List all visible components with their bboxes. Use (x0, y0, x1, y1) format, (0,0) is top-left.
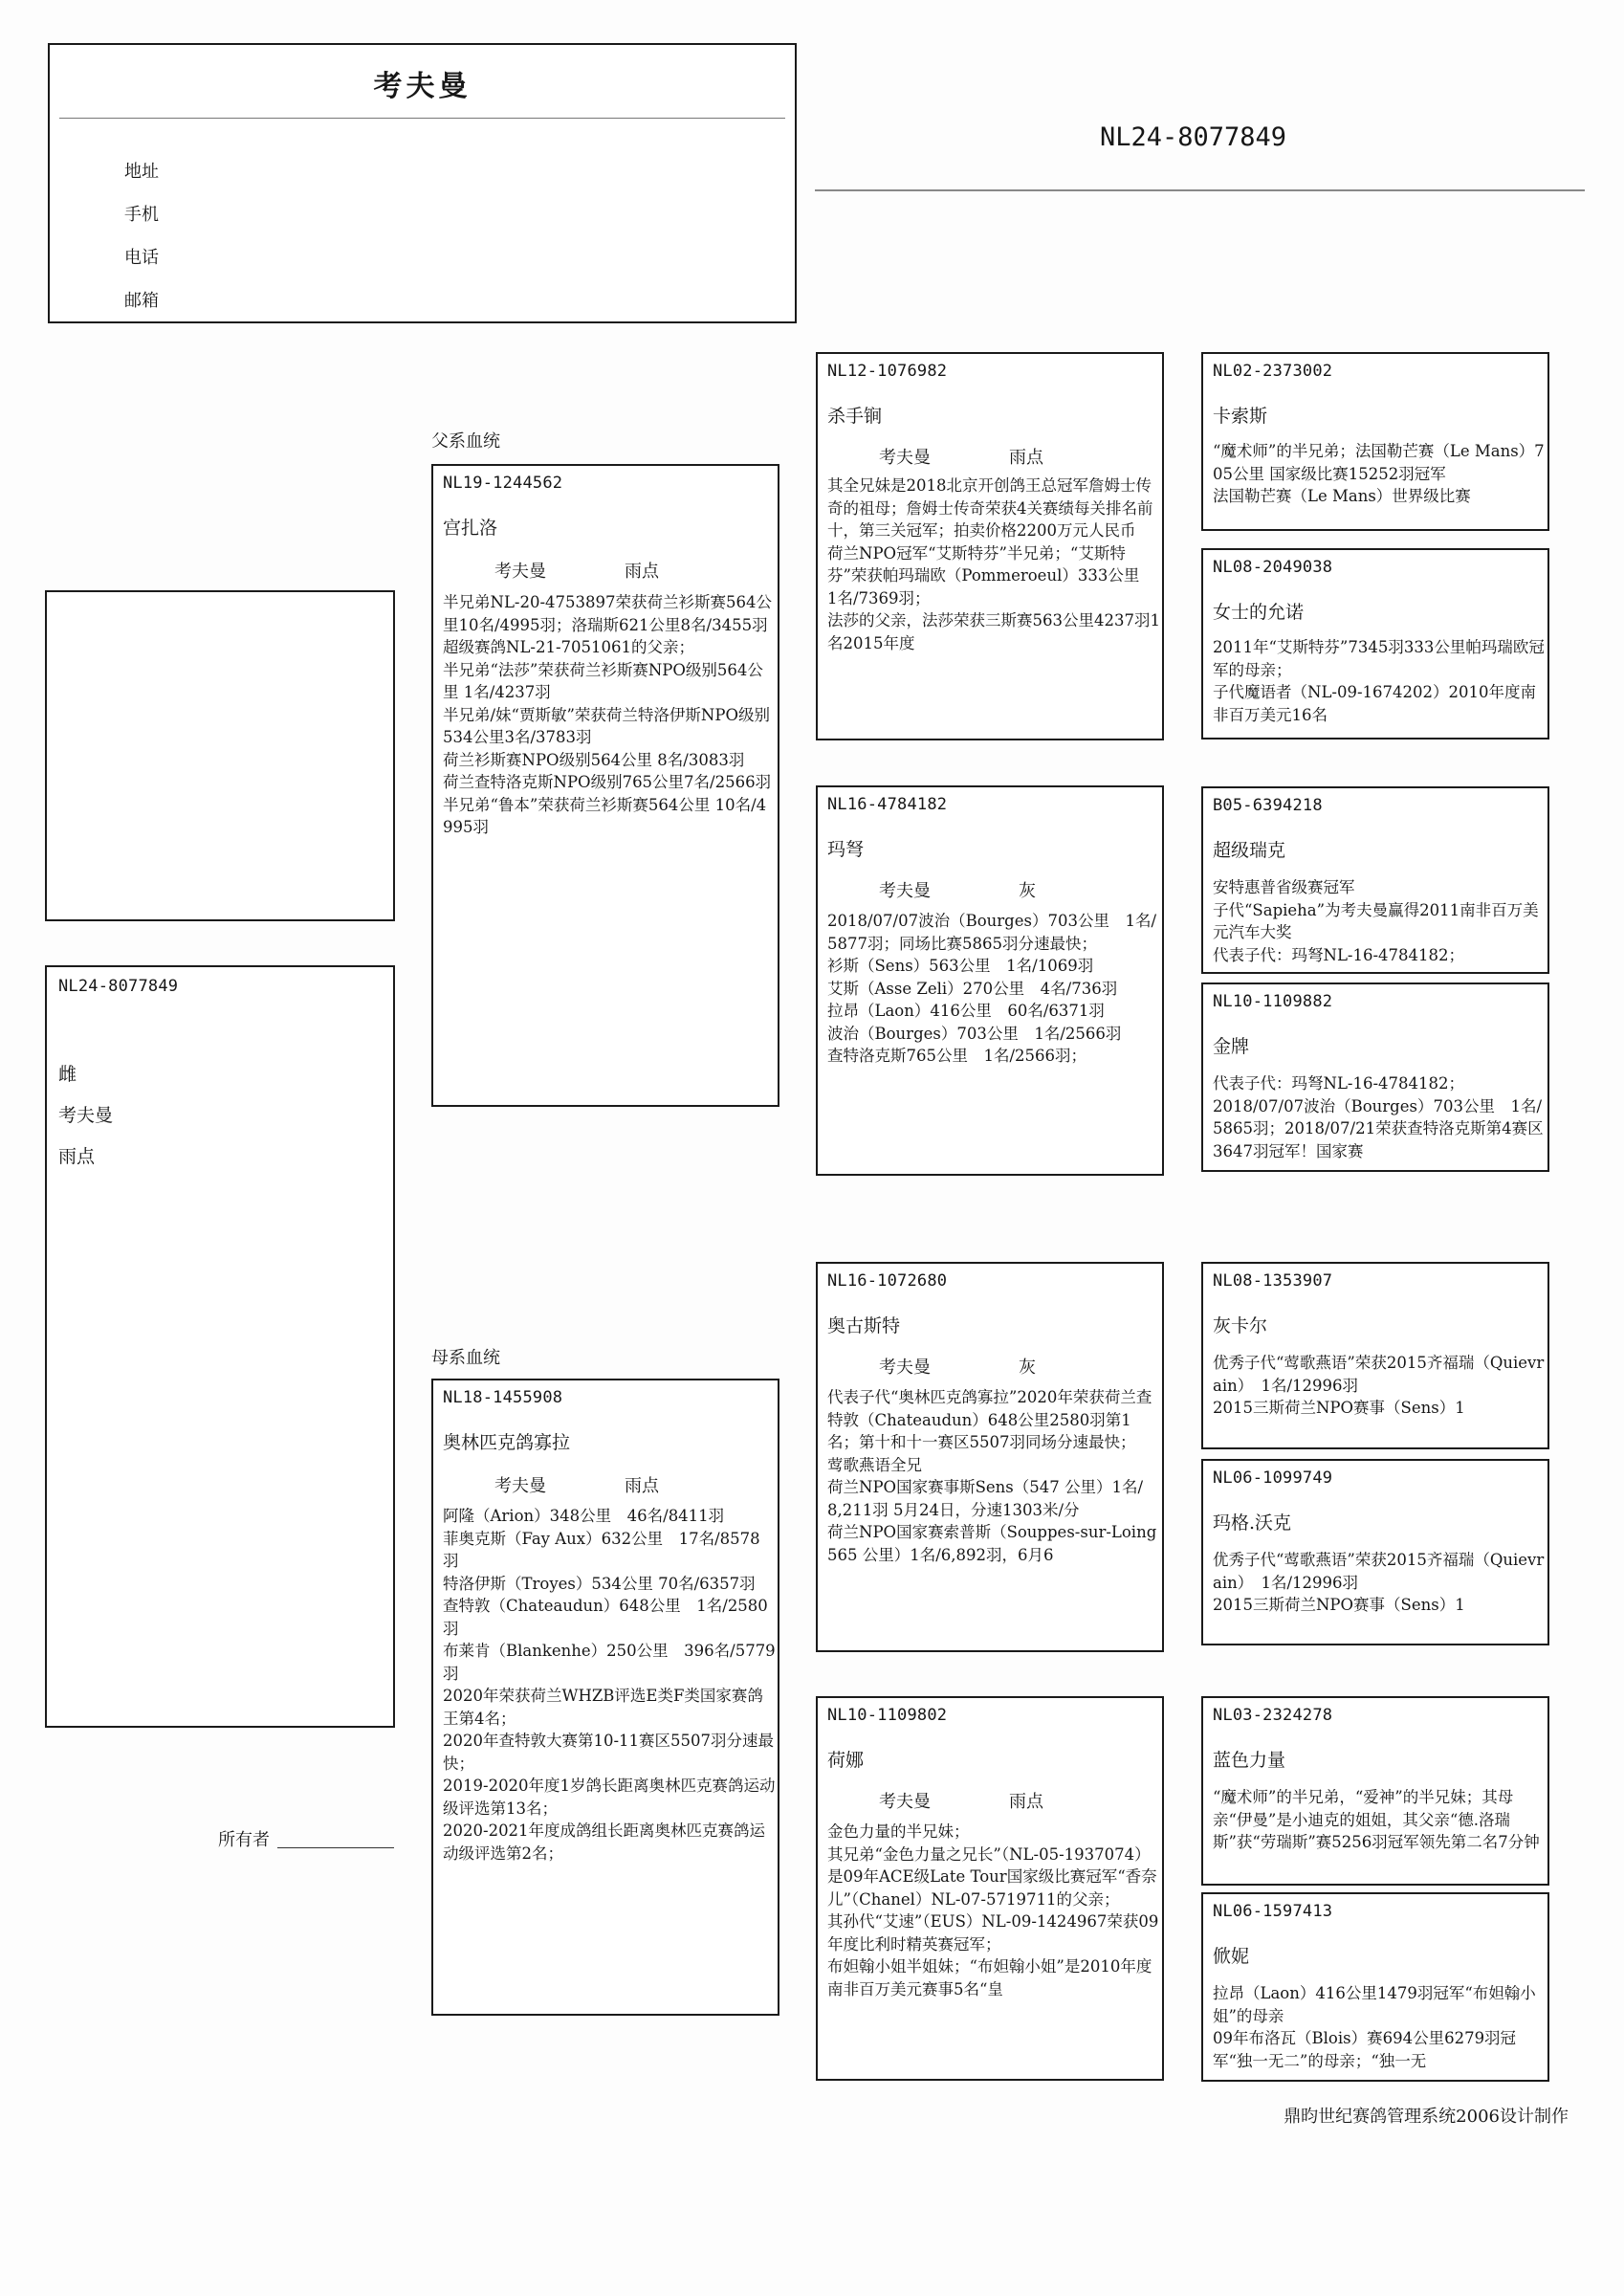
dam-sire-name: 奥古斯特 (827, 1315, 901, 1336)
sdd-box (1201, 982, 1549, 1172)
sire-sire-name: 杀手锏 (827, 406, 883, 427)
dam-sire-ring: NL16-1072680 (827, 1271, 948, 1291)
sire-sire-breeder: 考夫曼 (879, 448, 931, 468)
sire-dam-box (816, 785, 1164, 1176)
subject-sex: 雌 (58, 1064, 77, 1085)
dam-name: 奥林匹克鸽寡拉 (443, 1432, 571, 1453)
sire-breeder: 考夫曼 (494, 562, 546, 582)
dam-sire-notes: 代表子代“奥林匹克鸽寡拉”2020年荣获荷兰查特敦（Chateaudun）648公里2580羽第1名；第十和十一赛区5507羽同场分速最快； 莺歌燕语全兄 荷兰NPO国家赛事斯Sens（547 公里）1名/ 8,211羽 5月24日，分速1303米/分 荷兰NPO国家赛索普斯（Souppes-sur-Loing 565 公里）1名/6,892羽，6月6 (827, 1388, 1157, 1564)
sire-ring: NL19-1244562 (443, 474, 563, 493)
dam-dam-notes: 金色力量的半兄妹； 其兄弟“金色力量之兄长”（NL-05-1937074）是09年ACE级Late Tour国家级比赛冠军“香奈儿”（Chanel）NL-07-5719711的父亲； 其孙代“艾速”（EUS）NL-09-1424967荣获09年度比利时精英赛冠军； 布妲翰小姐半姐妹；“布妲翰小姐”是2010年度南非百万美元赛事5名“皇 (827, 1822, 1159, 1998)
phone-label: 电话 (124, 248, 159, 268)
footer-credit: 鼎昀世纪赛鸽管理系统2006设计制作 (1284, 2107, 1569, 2127)
sire-box (431, 464, 779, 1107)
header-box (48, 43, 797, 323)
ssd-box (1201, 548, 1549, 740)
subject-color: 雨点 (58, 1146, 96, 1167)
sire-sire-notes: 其全兄妹是2018北京开创鸽王总冠军詹姆士传奇的祖母；詹姆士传奇荣获4关赛绩每关排名前十，第三关冠军；拍卖价格2200万元人民币 荷兰NPO冠军“艾斯特芬”半兄弟；“艾斯特芬”荣获帕玛瑞欧（Pommeroeul）333公里 1名/7369羽； 法莎的父亲，法莎荣获三斯赛563公里4237羽1名2015年度 (827, 476, 1160, 652)
sire-notes: 半兄弟NL-20-4753897荣获荷兰衫斯赛564公里10名/4995羽；洛瑞斯621公里8名/3455羽 超级赛鸽NL-21-7051061的父亲； 半兄弟“法莎”荣获荷兰衫斯赛NPO级别564公里 1名/4237羽 半兄弟/妹“贾斯敏”荣获荷兰特洛伊斯NPO级别534公里3名/3783羽 荷兰衫斯赛NPO级别564公里 8名/3083羽 荷兰查特洛克斯NPO级别765公里7名/2566羽 半兄弟“鲁本”荣获荷兰衫斯赛564公里 10名/4995羽 (443, 593, 773, 836)
subject-breeder: 考夫曼 (58, 1105, 114, 1126)
sss-ring: NL02-2373002 (1213, 362, 1333, 381)
owner-signature-line (277, 1824, 394, 1848)
sire-color: 雨点 (625, 562, 659, 582)
dsd-ring: NL06-1099749 (1213, 1468, 1333, 1488)
ssd-notes: 2011年“艾斯特芬”7345羽333公里帕玛瑞欧冠军的母亲； 子代魔语者（NL-09-1674202）2010年度南非百万美元16名 (1213, 638, 1545, 724)
page-title: 考夫曼 (373, 70, 472, 103)
dsd-box (1201, 1459, 1549, 1645)
dsd-notes: 优秀子代“莺歌燕语”荣获2015齐福瑞（Quievrain） 1名/12996羽 2015三斯荷兰NPO赛事（Sens）1 (1213, 1551, 1545, 1614)
sire-sire-box (816, 352, 1164, 740)
sire-sire-color: 雨点 (1009, 448, 1043, 468)
dam-notes: 阿隆（Arion）348公里 46名/8411羽 菲奥克斯（Fay Aux）632公里 17名/8578羽 特洛伊斯（Troyes）534公里 70名/6357羽 查特敦（Chateaudun）648公里 1名/2580羽 布莱肯（Blankenhe）250公里 396名/5779羽 2020年荣获荷兰WHZB评选E类F类国家赛鸽王第4名； 2020年查特敦大赛第10-11赛区5507羽分速最快； 2019-2020年度1岁鸽长距离奥林匹克赛鸽运动级评选第13名； 2020-2021年度成鸽组长距离奥林匹克赛鸽运动级评选第2名； (443, 1507, 776, 1863)
photo-placeholder (45, 590, 395, 921)
dam-section-label: 母系血统 (431, 1348, 500, 1368)
sds-name: 超级瑞克 (1213, 840, 1286, 861)
dsd-name: 玛格.沃克 (1213, 1512, 1292, 1534)
sdd-ring: NL10-1109882 (1213, 992, 1333, 1011)
subject-ring: NL24-8077849 (58, 977, 179, 996)
sdd-name: 金牌 (1213, 1036, 1250, 1057)
sire-dam-color: 灰 (1019, 881, 1036, 901)
dss-box (1201, 1262, 1549, 1449)
owner-label: 所有者 (218, 1830, 270, 1850)
dss-notes: 优秀子代“莺歌燕语”荣获2015齐福瑞（Quievrain） 1名/12996羽 2015三斯荷兰NPO赛事（Sens）1 (1213, 1354, 1545, 1417)
sss-name: 卡索斯 (1213, 406, 1268, 427)
dam-breeder: 考夫曼 (494, 1476, 546, 1496)
dam-ring: NL18-1455908 (443, 1388, 563, 1407)
sds-ring: B05-6394218 (1213, 796, 1323, 815)
sire-dam-ring: NL16-4784182 (827, 795, 948, 814)
ddd-notes: 拉昂（Laon）416公里1479羽冠军“布妲翰小姐”的母亲 09年布洛瓦（Blois）赛694公里6279羽冠军“独一无二”的母亲；“独一无 (1213, 1984, 1536, 2070)
header-ring-rule (815, 189, 1585, 191)
dam-color: 雨点 (625, 1476, 659, 1496)
sss-box (1201, 352, 1549, 531)
ddd-box (1201, 1892, 1549, 2082)
dam-sire-breeder: 考夫曼 (879, 1358, 931, 1378)
sds-notes: 安特惠普省级赛冠军 子代“Sapieha”为考夫曼赢得2011南非百万美元汽车大奖 代表子代：玛弩NL-16-4784182； (1213, 878, 1539, 964)
dss-ring: NL08-1353907 (1213, 1271, 1333, 1291)
header-ring-number: NL24-8077849 (1100, 122, 1287, 152)
dam-box (431, 1379, 779, 2016)
sire-dam-notes: 2018/07/07波治（Bourges）703公里 1名/5877羽；同场比赛5865羽分速最快； 衫斯（Sens）563公里 1名/1069羽 艾斯（Asse Zeli）270公里 4名/736羽 拉昂（Laon）416公里 60名/6371羽 波治（Bourges）703公里 1名/2566羽 查特洛克斯765公里 1名/2566羽； (827, 912, 1157, 1065)
dds-box (1201, 1696, 1549, 1886)
dds-notes: “魔术师”的半兄弟，“爱神”的半兄妹；其母亲“伊曼”是小迪克的姐姐，其父亲“德.洛瑞斯”获“劳瑞斯”赛5256羽冠军领先第二名7分钟 (1213, 1788, 1540, 1851)
mobile-label: 手机 (124, 205, 159, 225)
sire-dam-breeder: 考夫曼 (879, 881, 931, 901)
sdd-notes: 代表子代：玛弩NL-16-4784182； 2018/07/07波治（Bourges）703公里 1名/5865羽；2018/07/21荣获查特洛克斯第4赛区3647羽冠军！国家赛 (1213, 1074, 1544, 1160)
dam-dam-breeder: 考夫曼 (879, 1792, 931, 1812)
email-label: 邮箱 (124, 291, 159, 311)
sire-dam-name: 玛弩 (827, 839, 865, 860)
dss-name: 灰卡尔 (1213, 1315, 1268, 1336)
dds-name: 蓝色力量 (1213, 1750, 1286, 1771)
ddd-ring: NL06-1597413 (1213, 1902, 1333, 1921)
subject-box (45, 965, 395, 1728)
dam-dam-name: 荷娜 (827, 1750, 865, 1771)
sss-notes: “魔术师”的半兄弟；法国勒芒赛（Le Mans）705公里 国家级比赛15252羽冠军 法国勒芒赛（Le Mans）世界级比赛 (1213, 442, 1545, 505)
sds-box (1201, 786, 1549, 974)
address-label: 地址 (124, 162, 159, 182)
ssd-ring: NL08-2049038 (1213, 558, 1333, 577)
dds-ring: NL03-2324278 (1213, 1706, 1333, 1725)
dam-dam-ring: NL10-1109802 (827, 1706, 948, 1725)
dam-sire-box (816, 1262, 1164, 1652)
header-divider (59, 118, 785, 119)
ddd-name: 俽妮 (1213, 1946, 1250, 1967)
sire-section-label: 父系血统 (431, 431, 500, 452)
dam-dam-color: 雨点 (1009, 1792, 1043, 1812)
ssd-name: 女士的允诺 (1213, 602, 1305, 623)
sire-name: 宫扎洛 (443, 518, 498, 539)
sire-sire-ring: NL12-1076982 (827, 362, 948, 381)
dam-dam-box (816, 1696, 1164, 2081)
dam-sire-color: 灰 (1019, 1358, 1036, 1378)
